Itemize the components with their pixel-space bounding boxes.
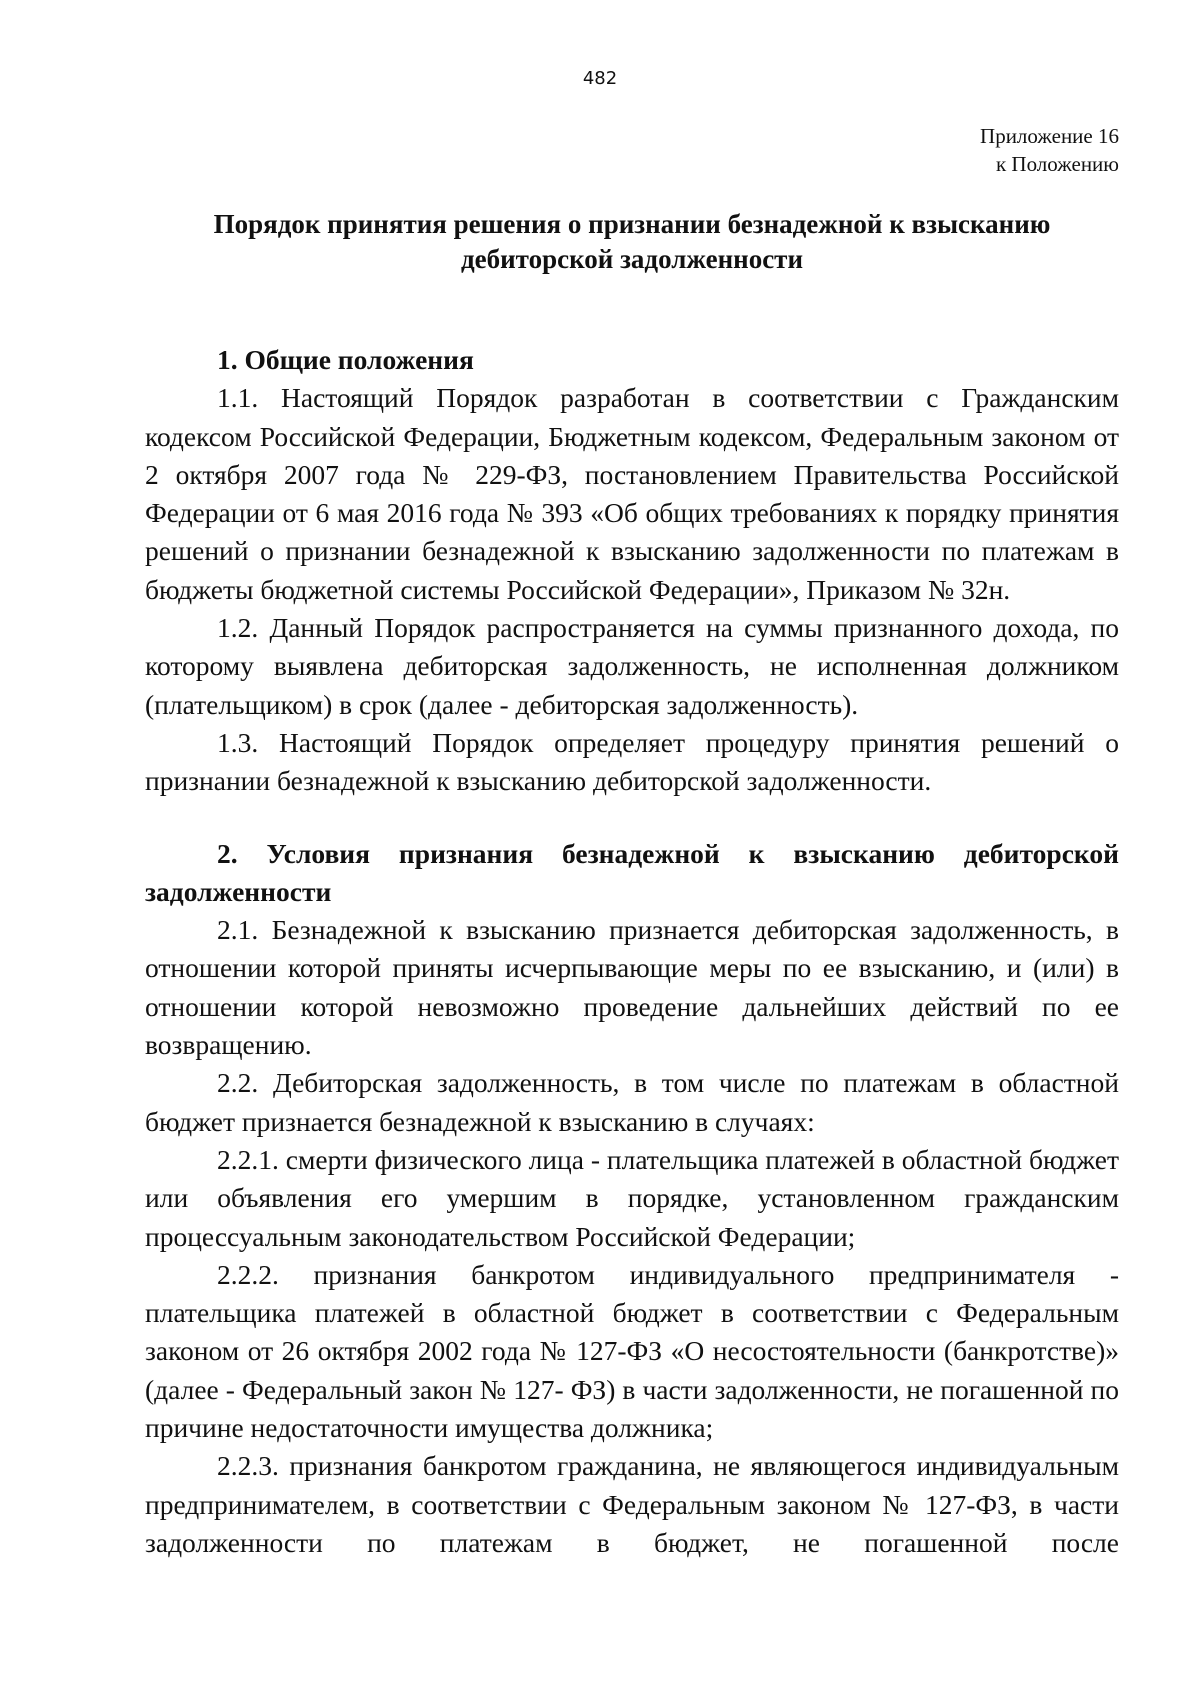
- page-number: 482: [582, 68, 618, 89]
- paragraph: 1.1. Настоящий Порядок разработан в соответствии с Гражданским кодексом Российской Федерации, Бюджетным кодексом, Федеральным законом от 2 октября 2007 года № 229-ФЗ, постановлением Правительства Российской Федерации от 6 мая 2016 года № 393 «Об общих требованиях к порядку принятия решений о признании безнадежной к взысканию задолженности по платежам в бюджеты бюджетной системы Российской Федерации», Приказом № 32н.: [145, 382, 1119, 605]
- paragraph: 2.2.1. смерти физического лица - плательщика платежей в областной бюджет или объявления его умершим в порядке, установленном гражданским процессуальным законодательством Российской Федерации;: [145, 1143, 1119, 1252]
- paragraph: 2.2.3. признания банкротом гражданина, не являющегося индивидуальным предпринимателем, в соответствии с Федеральным законом № 127-ФЗ, в части задолженности по платежам в бюджет, не погашенной после: [145, 1450, 1119, 1558]
- section-heading: [145, 835, 1119, 912]
- document-body: [145, 122, 1119, 1562]
- appendix-line: Приложение 16: [980, 124, 1119, 148]
- appendix-line: к Положению: [995, 152, 1119, 176]
- paragraph: 2.2. Дебиторская задолженность, в том числе по платежам в областной бюджет признается безнадежной к взысканию в случаях:: [145, 1067, 1119, 1137]
- title-line: дебиторской задолженности: [460, 244, 804, 274]
- section-heading: 1. Общие положения: [217, 344, 474, 375]
- paragraph: 1.3. Настоящий Порядок определяет процедуру принятия решений о признании безнадежной к взысканию дебиторской задолженности.: [145, 726, 1119, 797]
- title-line: Порядок принятия решения о признании безнадежной к взысканию: [213, 209, 1051, 239]
- section-heading-line: 2. Условия признания безнадежной к взысканию дебиторской: [217, 837, 1119, 869]
- appendix-reference: [145, 122, 1119, 178]
- section-heading-line: задолженности: [145, 875, 332, 907]
- paragraph: 2.2.2. признания банкротом индивидуального предпринимателя - плательщика платежей в областной бюджет в соответствии с Федеральным законом от 26 октября 2002 года № 127-ФЗ «О несостоятельности (банкротстве)» (далее - Федеральный закон № 127- ФЗ) в части задолженности, не погашенной по причине недостаточности имущества должника;: [145, 1258, 1119, 1444]
- paragraph: 1.2. Данный Порядок распространяется на суммы признанного дохода, по которому выявлена дебиторская задолженность, не исполненная должником (плательщиком) в срок (далее - дебиторская задолженность).: [145, 612, 1119, 720]
- paragraph: 2.1. Безнадежной к взысканию признается дебиторская задолженность, в отношении которой приняты исчерпывающие меры по ее взысканию, и (или) в отношении которой невозможно проведение дальнейших действий по ее возвращению.: [145, 914, 1119, 1061]
- document-title: [145, 207, 1119, 277]
